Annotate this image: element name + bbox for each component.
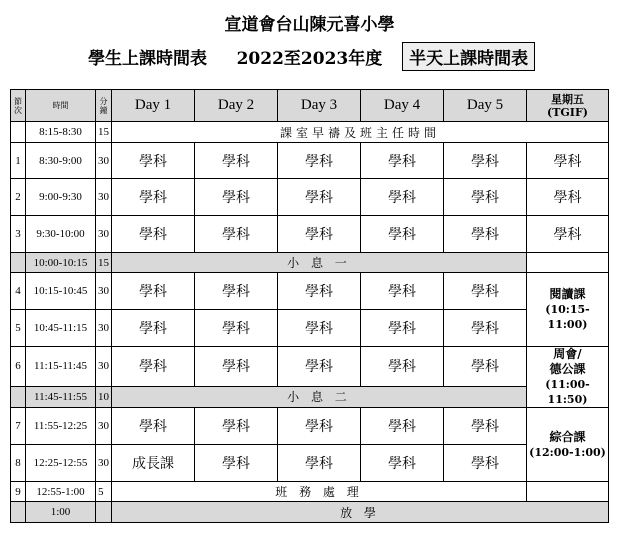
time-cell: 12:55-1:00	[26, 482, 96, 502]
period-cell: 1	[11, 143, 26, 179]
subject-cell: 學科	[444, 408, 527, 445]
subject-cell: 學科	[112, 273, 195, 310]
subject-cell: 學科	[195, 179, 278, 216]
subject-cell: 學科	[361, 179, 444, 216]
time-cell: 9:30-10:00	[26, 216, 96, 253]
table-row-period-8	[11, 445, 609, 482]
minutes-cell: 30	[96, 143, 112, 179]
assembly-label: 課室早禱及班主任時間	[112, 122, 609, 143]
minutes-cell: 5	[96, 482, 112, 502]
period-cell: 8	[11, 445, 26, 482]
subject-cell: 學科	[444, 179, 527, 216]
period-cell	[11, 122, 26, 143]
subtitle: 學生上課時間表	[88, 49, 207, 69]
table-row-dismissal	[11, 502, 609, 523]
header-minutes: 分鐘	[96, 90, 112, 122]
time-cell: 11:15-11:45	[26, 347, 96, 387]
subject-cell: 學科	[278, 143, 361, 179]
assembly-label-1: 周會/	[553, 347, 582, 361]
time-cell: 10:00-10:15	[26, 253, 96, 273]
assembly-label-2: 德公課	[549, 362, 586, 376]
table-row-period-1	[11, 143, 609, 179]
reading-time: (10:15-11:00)	[545, 303, 590, 331]
minutes-cell: 30	[96, 347, 112, 387]
subject-cell: 學科	[112, 310, 195, 347]
time-cell: 10:45-11:15	[26, 310, 96, 347]
minutes-cell: 30	[96, 179, 112, 216]
friday-empty-cell	[527, 253, 609, 273]
minutes-cell: 30	[96, 408, 112, 445]
friday-reading-block	[527, 273, 609, 347]
header-day-2: Day 2	[195, 90, 278, 122]
subject-cell: 學科	[361, 143, 444, 179]
table-row-recess-2	[11, 386, 609, 407]
header-friday	[527, 90, 609, 122]
subject-cell: 學科	[195, 273, 278, 310]
subject-cell: 學科	[112, 143, 195, 179]
subject-cell: 學科	[444, 143, 527, 179]
time-cell: 9:00-9:30	[26, 179, 96, 216]
table-row-period-4	[11, 273, 609, 310]
subject-cell: 學科	[361, 347, 444, 387]
time-cell: 11:55-12:25	[26, 408, 96, 445]
header-day-4: Day 4	[361, 90, 444, 122]
subject-cell: 學科	[444, 216, 527, 253]
table-row-recess-1	[11, 253, 609, 273]
subject-cell: 學科	[444, 273, 527, 310]
period-cell: 7	[11, 408, 26, 445]
time-cell: 10:15-10:45	[26, 273, 96, 310]
subject-cell: 學科	[527, 216, 609, 253]
subject-cell: 學科	[278, 445, 361, 482]
friday-integrated-block	[527, 408, 609, 482]
subject-cell: 學科	[195, 143, 278, 179]
table-row-period-2	[11, 179, 609, 216]
subject-cell: 學科	[361, 445, 444, 482]
minutes-cell: 30	[96, 273, 112, 310]
minutes-cell: 30	[96, 216, 112, 253]
class-admin-label: 班 務 處 理	[112, 482, 527, 502]
table-row-period-9	[11, 482, 609, 502]
integrated-time: (12:00-1:00)	[529, 445, 606, 459]
subject-cell: 學科	[112, 347, 195, 387]
dismissal-label: 放 學	[112, 502, 609, 523]
minutes-cell: 30	[96, 445, 112, 482]
table-row-period-6	[11, 347, 609, 387]
half-day-tag: 半天上課時間表	[402, 42, 535, 71]
period-cell: 3	[11, 216, 26, 253]
period-cell: 4	[11, 273, 26, 310]
period-cell	[11, 502, 26, 523]
friday-assembly-block	[527, 347, 609, 408]
minutes-cell: 10	[96, 386, 112, 407]
subject-cell: 學科	[527, 179, 609, 216]
subject-cell: 學科	[278, 347, 361, 387]
period-cell	[11, 386, 26, 407]
reading-label: 閱讀課	[549, 287, 586, 301]
period-cell: 2	[11, 179, 26, 216]
time-cell: 11:45-11:55	[26, 386, 96, 407]
subject-cell: 學科	[444, 347, 527, 387]
table-row-period-3	[11, 216, 609, 253]
time-cell: 8:30-9:00	[26, 143, 96, 179]
header-day-1: Day 1	[112, 90, 195, 122]
minutes-cell: 30	[96, 310, 112, 347]
table-row-period-5	[11, 310, 609, 347]
subject-cell: 學科	[444, 310, 527, 347]
subject-cell: 學科	[112, 216, 195, 253]
table-row-assembly	[11, 122, 609, 143]
subject-cell: 學科	[444, 445, 527, 482]
timetable-title	[88, 42, 535, 71]
subject-cell: 學科	[361, 310, 444, 347]
period-cell	[11, 253, 26, 273]
subject-cell: 學科	[112, 408, 195, 445]
minutes-cell	[96, 502, 112, 523]
subject-cell: 學科	[278, 408, 361, 445]
assembly-time: (11:00-11:50)	[545, 378, 590, 406]
time-cell: 1:00	[26, 502, 96, 523]
subject-cell: 成長課	[112, 445, 195, 482]
subject-cell: 學科	[195, 445, 278, 482]
friday-tgif: (TGIF)	[547, 105, 588, 119]
recess-1-label: 小 息 一	[112, 253, 527, 273]
recess-2-label: 小 息 二	[112, 386, 527, 407]
subject-cell: 學科	[527, 143, 609, 179]
school-year: 2022至2023年度	[236, 49, 383, 69]
integrated-label: 綜合課	[549, 429, 586, 444]
minutes-cell: 15	[96, 253, 112, 273]
timetable	[10, 89, 609, 523]
subject-cell: 學科	[195, 347, 278, 387]
friday-empty-cell	[527, 482, 609, 502]
subject-cell: 學科	[278, 216, 361, 253]
header-day-5: Day 5	[444, 90, 527, 122]
subject-cell: 學科	[195, 408, 278, 445]
period-cell: 6	[11, 347, 26, 387]
friday-label: 星期五	[551, 92, 584, 106]
minutes-cell: 15	[96, 122, 112, 143]
period-cell: 5	[11, 310, 26, 347]
header-day-3: Day 3	[278, 90, 361, 122]
header-period: 節次	[11, 90, 26, 122]
subject-cell: 學科	[361, 216, 444, 253]
subject-cell: 學科	[278, 310, 361, 347]
subject-cell: 學科	[112, 179, 195, 216]
subject-cell: 學科	[195, 216, 278, 253]
header-time: 時間	[26, 90, 96, 122]
table-row-period-7	[11, 408, 609, 445]
subject-cell: 學科	[361, 273, 444, 310]
subject-cell: 學科	[361, 408, 444, 445]
school-name: 宣道會台山陳元喜小學	[224, 15, 395, 35]
time-cell: 12:25-12:55	[26, 445, 96, 482]
subject-cell: 學科	[278, 179, 361, 216]
time-cell: 8:15-8:30	[26, 122, 96, 143]
subject-cell: 學科	[278, 273, 361, 310]
subject-cell: 學科	[195, 310, 278, 347]
period-cell: 9	[11, 482, 26, 502]
header-row	[11, 90, 609, 122]
